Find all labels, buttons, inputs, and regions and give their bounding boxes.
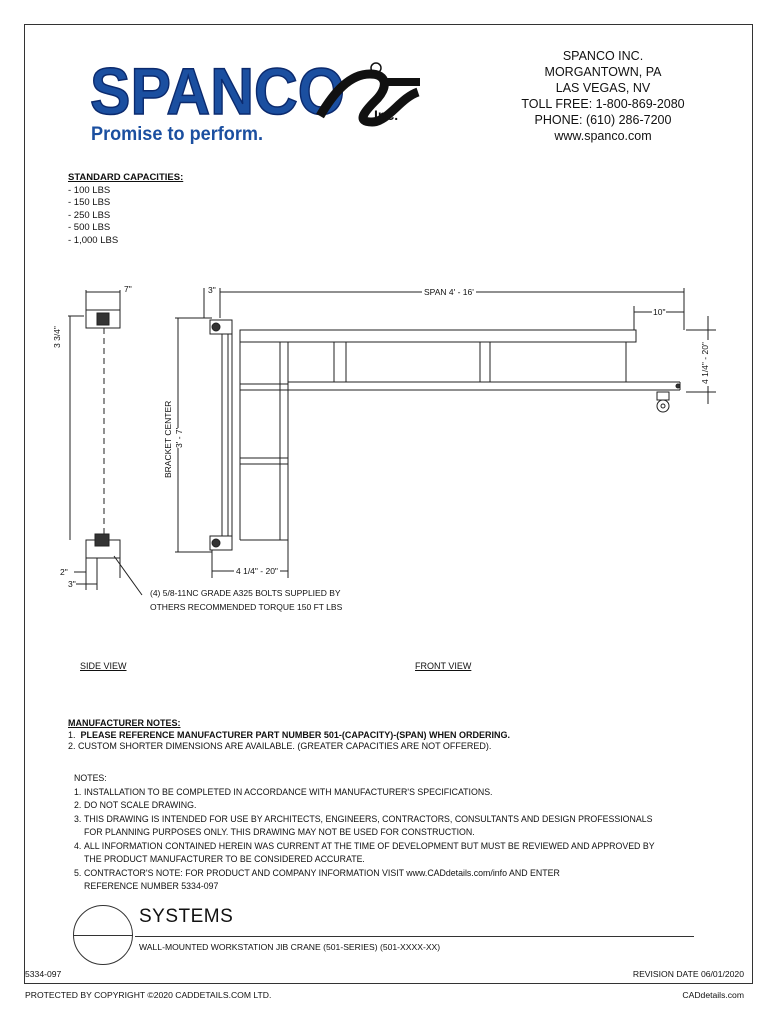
capacity-item: - 250 LBS — [68, 209, 111, 221]
manufacturer-note-1-number: 1. — [68, 729, 76, 740]
front-dim-3: 3" — [208, 285, 216, 295]
company-phone: PHONE: (610) 286-7200 — [534, 113, 672, 127]
front-dim-right: 4 1/4" - 20" — [700, 342, 710, 384]
title-block-subtitle: WALL-MOUNTED WORKSTATION JIB CRANE (501-SERIES) (501-XXXX-XX) — [139, 942, 441, 952]
copyright: PROTECTED BY COPYRIGHT ©2020 CADDETAILS.COM LTD. — [25, 990, 272, 1000]
manufacturer-note-1: PLEASE REFERENCE MANUFACTURER PART NUMBER 501-(CAPACITY)-(SPAN) WHEN ORDERING. — [80, 729, 511, 740]
side-view-drawing — [68, 290, 142, 595]
company-name: SPANCO INC. — [562, 49, 644, 63]
manufacturer-note-2: 2. CUSTOM SHORTER DIMENSIONS ARE AVAILABLE. (GREATER CAPACITIES ARE NOT OFFERED). — [68, 741, 492, 751]
capacity-item: - 500 LBS — [68, 222, 111, 233]
revision-date: REVISION DATE 06/01/2020 — [632, 969, 744, 979]
front-dim-bottom: 4 1/4" - 20" — [236, 566, 278, 576]
front-dim-10: 10" — [653, 307, 666, 317]
capacity-item: - 1,000 LBS — [68, 234, 119, 246]
front-view-label: FRONT VIEW — [415, 661, 472, 671]
note-item: THE PRODUCT MANUFACTURER TO BE CONSIDERED ACCURATE. — [84, 854, 365, 864]
note-item: CONTRACTOR'S NOTE: FOR PRODUCT AND COMPANY INFORMATION VISIT www.CADdetails.com/info AND ENTER — [84, 867, 560, 878]
notes-heading: NOTES: — [74, 773, 107, 783]
capacities-heading: STANDARD CAPACITIES: — [68, 172, 184, 183]
bolt-note-line-1: (4) 5/8-11NC GRADE A325 BOLTS SUPPLIED BY — [150, 588, 341, 598]
bracket-center-label: BRACKET CENTER — [163, 400, 173, 478]
general-notes: NOTES: 1. INSTALLATION TO BE COMPLETED IN ACCORDANCE WITH MANUFACTURER'S SPECIFICATIONS. 2. DO NOT SCALE DRAWING. 3. THIS DRAWING IS INTENDED FOR USE BY ARCHITECTS, ENGINEERS, CONTRACTORS, CONSULTANTS AND DESIGN PROFESSIONALS FOR PLANNING PURPOSES ONLY. THIS DRAWING MAY NOT BE USED FOR CONSTRUCTION. 4. ALL INFORMATION CONTAINED HEREIN WAS CURRENT AT THE TIME OF DEVELOPMENT BUT MUST BE REVIEWED AND APPROVED BY THE PRODUCT MANUFACTURER TO BE CONSIDERED ACCURATE. 5. CONTRACTOR'S NOTE: FOR PRODUCT AND COMPANY INFORMATION VISIT www.CADdetails.com/info AND ENTER REFERENCE NUMBER 5334-097 — [74, 772, 714, 894]
logo-wordmark: SPANCO — [90, 54, 345, 128]
company-location-nv: LAS VEGAS, NV — [555, 81, 651, 95]
capacity-item: - 150 LBS — [68, 197, 111, 208]
cad-details-link[interactable]: CADdetails.com — [682, 990, 744, 1000]
note-item: INSTALLATION TO BE COMPLETED IN ACCORDANCE WITH MANUFACTURER'S SPECIFICATIONS. — [84, 786, 493, 797]
manufacturer-notes — [68, 718, 510, 753]
side-dim-7: 7" — [124, 284, 132, 294]
note-item: DO NOT SCALE DRAWING. — [84, 800, 197, 810]
side-dim-height: 3 3/4" — [52, 326, 62, 348]
side-dim-2: 2" — [60, 567, 68, 577]
title-block-title: SYSTEMS — [139, 906, 234, 927]
bolt-note-line-2: OTHERS RECOMMENDED TORQUE 150 FT LBS — [150, 602, 343, 612]
note-item: THIS DRAWING IS INTENDED FOR USE BY ARCHITECTS, ENGINEERS, CONTRACTORS, CONSULTANTS AND DESIGN PROFESSIONALS — [84, 813, 653, 824]
front-view-drawing — [175, 288, 716, 578]
company-tollfree: TOLL FREE: 1-800-869-2080 — [521, 97, 685, 111]
reference-number: 5334-097 — [25, 969, 62, 979]
side-view-label: SIDE VIEW — [80, 661, 127, 671]
front-span-dim: SPAN 4' - 16' — [424, 287, 474, 297]
side-dim-3: 3" — [68, 579, 76, 589]
note-item: FOR PLANNING PURPOSES ONLY. THIS DRAWING MAY NOT BE USED FOR CONSTRUCTION. — [84, 827, 475, 837]
company-location-pa: MORGANTOWN, PA — [544, 65, 662, 79]
manufacturer-notes-heading: MANUFACTURER NOTES: — [68, 718, 181, 728]
note-item: REFERENCE NUMBER 5334-097 — [84, 881, 219, 891]
logo-suffix: Inc. — [374, 107, 399, 123]
note-item: ALL INFORMATION CONTAINED HEREIN WAS CURRENT AT THE TIME OF DEVELOPMENT BUT MUST BE REVIEWED AND APPROVED BY — [84, 840, 655, 851]
capacity-item: - 100 LBS — [68, 184, 111, 196]
bracket-center-value: 3' - 7' — [174, 427, 184, 448]
logo-tagline: Promise to perform. — [91, 124, 263, 145]
company-website[interactable]: www.spanco.com — [554, 129, 652, 143]
